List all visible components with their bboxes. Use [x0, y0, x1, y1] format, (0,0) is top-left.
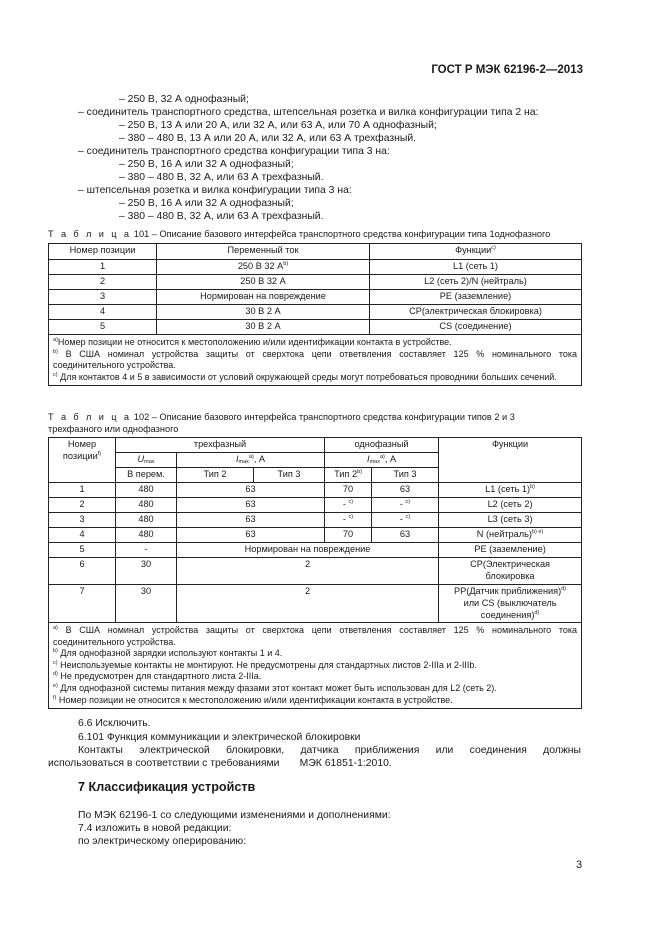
- list-line: – 380 – 480 В, 13 А или 20 А, или 32 А, или 63 А трехфазный.: [119, 133, 417, 144]
- table-row-cell: 7: [49, 585, 116, 623]
- list-line: – 250 В, 32 А однофазный;: [119, 94, 249, 105]
- table-row-cell: 1: [49, 483, 116, 498]
- table-102-header-imax-single: $I_{max}^{a)}$, А: [325, 453, 439, 468]
- table-102-header-single-phase: однофазный: [325, 438, 439, 453]
- document-header: ГОСТ Р МЭК 62196-2—2013: [431, 64, 583, 76]
- table-row-cell: L1 (сеть 1)$^{b)}$: [439, 483, 582, 498]
- table-row-cell: 5: [49, 320, 157, 335]
- table-102-header-type2: Тип 2: [177, 468, 254, 483]
- table-row-cell: L2 (сеть 2)/N (нейтраль): [370, 275, 582, 290]
- paragraph: 6.101 Функция коммуникации и электрической блокировки: [78, 732, 361, 743]
- table-102: [48, 437, 582, 709]
- table-row-cell: - $^{c)}$: [372, 513, 439, 528]
- table-row-cell: 30 В 2 А: [157, 320, 370, 335]
- table-row-cell: - $^{c)}$: [325, 513, 372, 528]
- table-row-cell: PP(Датчик приближения)$^{d)}$ или CS (выключатель соединения)$^{d)}$: [439, 585, 582, 623]
- table-102-header-position: Номер позиции$^{f)}$: [49, 438, 116, 483]
- table-102-header-type3-single: Тип 3: [372, 468, 439, 483]
- footnote: $^{c)}$ Неиспользуемые контакты не монтируют. Не предусмотрены для стандартных листов 2-IIIa и 2-IIIb.: [53, 659, 477, 670]
- table-row-cell: L1 (сеть 1): [370, 260, 582, 275]
- footnote: $^{d)}$ Не предусмотрен для стандартного листа 2-IIIa.: [53, 671, 262, 682]
- table-row-cell: 480: [116, 513, 177, 528]
- table-row-cell: 70: [325, 528, 372, 543]
- footnote: $^{c)}$ Для контактов 4 и 5 в зависимости от условий окружающей среды могут потребоваться проводники больших сечений.: [53, 371, 557, 382]
- table-102-caption-line2: трехфазного или однофазного: [48, 424, 179, 434]
- table-row-cell: 30: [116, 585, 177, 623]
- table-row-cell: 6: [49, 558, 116, 585]
- table-row-cell: CS (соединение): [370, 320, 582, 335]
- table-row-cell: -: [116, 543, 177, 558]
- table-row-cell: 250 В 32 $А^{b)}$: [157, 260, 370, 275]
- table-row-cell: 63: [177, 513, 325, 528]
- footnote: $^{b)}$ В США номинал устройства защиты от сверхтока цепи ответвления составляет 125 % номинального тока соединительного устройства.: [53, 348, 577, 371]
- table-row-cell: 63: [372, 528, 439, 543]
- list-line: – 380 – 480 В, 32 А, или 63 А трехфазный.: [119, 172, 324, 183]
- table-row-cell: 480: [116, 528, 177, 543]
- table-row-cell: 4: [49, 305, 157, 320]
- paragraph: 6.6 Исключить.: [78, 718, 151, 729]
- table-row-cell: 250 В 32 А: [157, 275, 370, 290]
- table-row-cell: 2: [177, 558, 439, 585]
- table-row-cell: - $^{c)}$: [372, 498, 439, 513]
- table-102-header-three-phase: трехфазный: [116, 438, 325, 453]
- list-line: – соединитель транспортного средства, штепсельная розетка и вилка конфигурации типа 2 на:: [78, 107, 539, 118]
- footnote: $^{f)}$ Номер позиции не относится к местоположению и/или идентификации контакта в устройстве.: [53, 694, 453, 705]
- table-102-header-type3: Тип 3: [254, 468, 325, 483]
- page-number: 3: [576, 859, 583, 871]
- table-row-cell: Нормирован на повреждение: [177, 543, 439, 558]
- paragraph-justified: Контакты электрической блокировки, датчика приближения или соединения должны: [78, 745, 581, 756]
- table-row-cell: 30: [116, 558, 177, 585]
- table-row-cell: 2: [49, 275, 157, 290]
- paragraph: 7.4 изложить в новой редакции:: [78, 823, 232, 834]
- footnote: $^{a)}$ В США номинал устройства защиты от сверхтока цепи ответвления составляет 125 % номинального тока соединительного устройства.: [53, 625, 578, 647]
- table-102-header-umax: $U_{max}$: [116, 453, 177, 468]
- table-102-header-type2-single: Тип 2$^{b)}$: [325, 468, 372, 483]
- table-row-cell: 63: [372, 483, 439, 498]
- table-101-footnotes: [49, 335, 582, 386]
- table-row-cell: 63: [177, 528, 325, 543]
- table-row-cell: 1: [49, 260, 157, 275]
- table-102-header-vac: В перем.: [116, 468, 177, 483]
- table-102-header-imax-three: $I_{max}^{a)}$, А: [177, 453, 325, 468]
- table-row-cell: L3 (сеть 3): [439, 513, 582, 528]
- table-row-cell: N (нейтраль)$^{b) e)}$: [439, 528, 582, 543]
- footnote: $^{a)}$Номер позиции не относится к местоположению и/или идентификации контакта в устройстве.: [53, 337, 452, 347]
- table-row-cell: PE (заземление): [370, 290, 582, 305]
- paragraph: использоваться в соответствии с требованиями МЭК 61851-1:2010.: [48, 758, 392, 769]
- list-line: – 250 В, 16 А или 32 А однофазный;: [119, 159, 294, 170]
- list-line: – штепсельная розетка и вилка конфигурации типа 3 на:: [78, 185, 352, 196]
- table-row-cell: 5: [49, 543, 116, 558]
- paragraph: По МЭК 62196-1 со следующими изменениями и дополнениями:: [78, 810, 391, 821]
- table-row-cell: CP(электрическая блокировка): [370, 305, 582, 320]
- table-row-cell: Нормирован на повреждение: [157, 290, 370, 305]
- list-line: – 250 В, 13 А или 20 А, или 32 А, или 63 А, или 70 А однофазный;: [119, 120, 437, 131]
- table-row-cell: 480: [116, 483, 177, 498]
- table-row-cell: 4: [49, 528, 116, 543]
- table-101-header-ac: Переменный ток: [157, 244, 370, 260]
- table-row-cell: 63: [177, 483, 325, 498]
- table-row-cell: 30 В 2 А: [157, 305, 370, 320]
- table-101-caption: Т а б л и ц а 101 – Описание базового интерфейса транспортного средства конфигурации типа 1однофазного: [48, 229, 551, 239]
- table-row-cell: 70: [325, 483, 372, 498]
- table-102-header-functions: Функции: [439, 438, 582, 483]
- table-row-cell: 3: [49, 513, 116, 528]
- table-row-cell: - $^{c)}$: [325, 498, 372, 513]
- list-line: – 380 – 480 В, 32 А, или 63 А трехфазный.: [119, 211, 324, 222]
- table-row-cell: CP(Электрическая блокировка: [439, 558, 582, 585]
- list-line: – 250 В, 16 А или 32 А однофазный;: [119, 198, 294, 209]
- table-row-cell: PE (заземление): [439, 543, 582, 558]
- table-row-cell: 2: [177, 585, 439, 623]
- table-101: [48, 243, 582, 386]
- footnote: $^{e)}$ Для однофазной системы питания между фазами этот контакт может быть использован для L2 (сеть 2).: [53, 682, 497, 693]
- table-row-cell: 3: [49, 290, 157, 305]
- table-102-footnotes: [49, 623, 582, 709]
- table-102-caption: Т а б л и ц а 102 – Описание базового интерфейса транспортного средства конфигурации типов 2 и 3: [48, 412, 515, 422]
- section-title: 7 Классификация устройств: [78, 780, 256, 794]
- table-row-cell: L2 (сеть 2): [439, 498, 582, 513]
- table-row-cell: 480: [116, 498, 177, 513]
- table-101-header-functions: Функции$^{c)}$: [370, 244, 582, 260]
- footnote: $^{b)}$ Для однофазной зарядки используют контакты 1 и 4.: [53, 648, 283, 659]
- table-101-header-position: Номер позиции: [49, 244, 157, 260]
- paragraph: по электрическому оперированию:: [78, 836, 247, 847]
- table-row-cell: 2: [49, 498, 116, 513]
- table-row-cell: 63: [177, 498, 325, 513]
- list-line: – соединитель транспортного средства конфигурации типа 3 на:: [78, 146, 390, 157]
